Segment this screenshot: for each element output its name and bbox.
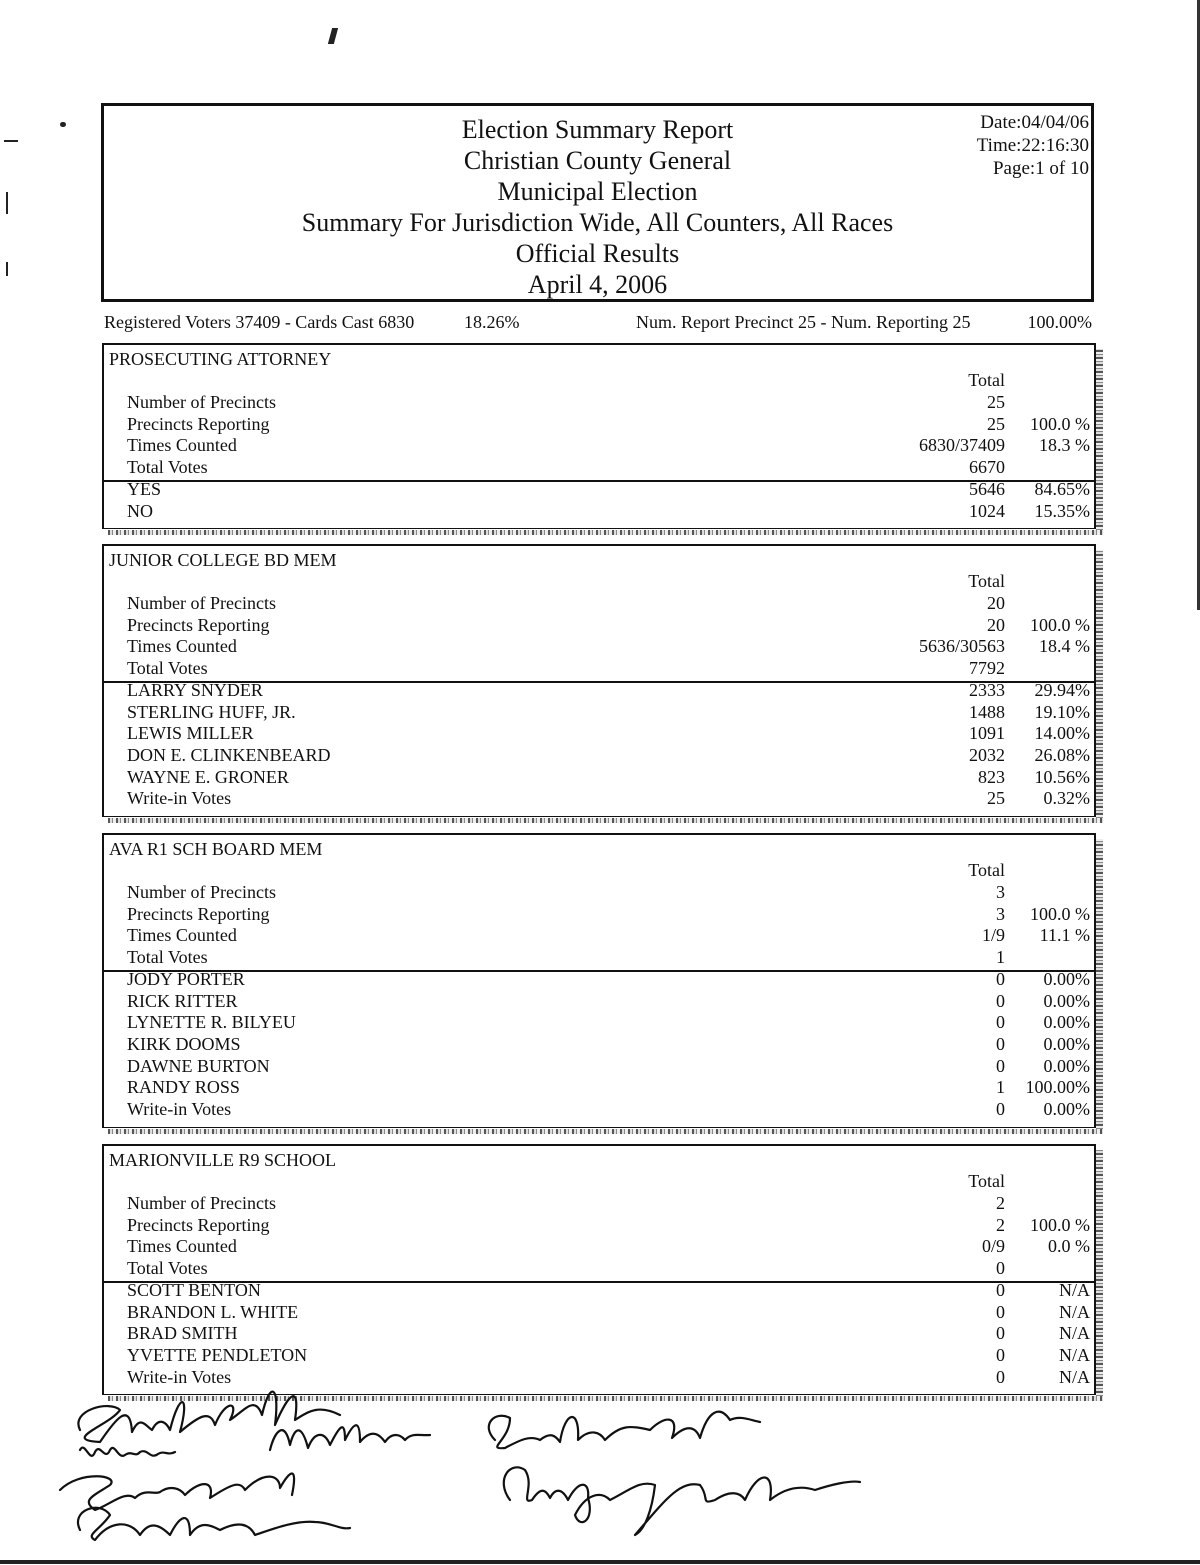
stat-row (104, 882, 1094, 904)
report-title (104, 114, 1091, 300)
total-column-header: Total (968, 370, 1005, 390)
signature-area (40, 1370, 940, 1560)
row-total: 1091 (969, 723, 1005, 744)
row-percent: 10.56% (1034, 766, 1090, 787)
row-percent: 0.00% (1043, 1055, 1090, 1076)
row-total: 1488 (969, 701, 1005, 722)
box-shadow-edge (1096, 349, 1103, 534)
row-total: 3 (996, 882, 1005, 902)
row-total: 2 (996, 1193, 1005, 1213)
row-percent: 26.08% (1034, 744, 1090, 765)
row-total: 0 (996, 1099, 1005, 1119)
row-label: SCOTT BENTON (127, 1279, 261, 1300)
summary-line (104, 312, 1092, 334)
box-shadow-edge (1096, 1150, 1103, 1400)
row-percent: 84.65% (1034, 478, 1090, 499)
row-total: 25 (987, 788, 1005, 809)
row-percent: 29.94% (1034, 679, 1090, 700)
registered-voters: Registered Voters 37409 - Cards Cast 6830 (104, 312, 415, 332)
row-total: 1 (996, 1077, 1005, 1098)
candidate-row (104, 1034, 1094, 1056)
row-percent: 18.4 % (1039, 636, 1090, 657)
stat-row (104, 615, 1094, 637)
handwritten-signatures (40, 1370, 940, 1560)
row-label: Number of Precincts (127, 392, 276, 412)
row-total: 1 (996, 947, 1005, 968)
row-label: YES (127, 478, 162, 499)
row-percent: N/A (1059, 1301, 1090, 1322)
candidate-row (104, 702, 1094, 724)
scan-speck (6, 192, 8, 214)
race-section (102, 343, 1096, 529)
row-label: DON E. CLINKENBEARD (127, 744, 331, 765)
stat-row (104, 1236, 1094, 1258)
candidate-row (104, 1345, 1094, 1367)
row-total: 1024 (969, 500, 1005, 521)
row-total: 0 (996, 1301, 1005, 1322)
row-total: 2 (996, 1214, 1005, 1235)
candidate-row (104, 1012, 1094, 1034)
title-line: Election Summary Report (461, 115, 734, 144)
row-percent: 100.00% (1025, 1077, 1090, 1098)
report-meta (977, 111, 1089, 180)
race-title: AVA R1 SCH BOARD MEM (109, 839, 323, 859)
candidate-row (104, 723, 1094, 745)
scan-speck (60, 122, 66, 127)
scan-speck (6, 262, 8, 276)
row-total: 0 (996, 968, 1005, 989)
row-total: 25 (987, 392, 1005, 412)
row-percent: N/A (1059, 1279, 1090, 1300)
candidate-row (104, 479, 1094, 501)
stat-row (104, 1215, 1094, 1237)
race-section (102, 544, 1096, 817)
report-header (101, 103, 1094, 302)
race-title: PROSECUTING ATTORNEY (109, 349, 332, 369)
row-percent: 0.0 % (1048, 1236, 1090, 1257)
row-label: LYNETTE R. BILYEU (127, 1012, 296, 1033)
row-percent: 100.0 % (1030, 903, 1090, 924)
row-percent: 0.00% (1043, 1012, 1090, 1033)
stat-row (104, 1258, 1094, 1280)
row-label: Total Votes (127, 947, 208, 968)
row-total: 823 (978, 766, 1005, 787)
report-page: Page:1 of 10 (992, 158, 1089, 179)
row-total: 0 (996, 990, 1005, 1011)
row-total: 0 (996, 1012, 1005, 1033)
row-label: Number of Precincts (127, 593, 276, 613)
stat-row (104, 457, 1094, 479)
stat-row (104, 947, 1094, 969)
row-total: 20 (987, 614, 1005, 635)
row-total: 0 (996, 1323, 1005, 1344)
race-title: MARIONVILLE R9 SCHOOL (109, 1150, 336, 1170)
row-total: 6670 (969, 457, 1005, 478)
race-section (102, 833, 1096, 1128)
row-label: YVETTE PENDLETON (127, 1344, 308, 1365)
row-label: LEWIS MILLER (127, 723, 254, 744)
row-total: 2333 (969, 679, 1005, 700)
candidate-row (104, 680, 1094, 702)
total-column-header: Total (968, 571, 1005, 591)
row-label: Write-in Votes (127, 788, 232, 809)
row-total: 25 (987, 413, 1005, 434)
row-label: Total Votes (127, 1258, 208, 1279)
stat-row (104, 435, 1094, 457)
box-shadow-edge (108, 818, 1103, 823)
row-label: Number of Precincts (127, 882, 276, 902)
stat-row (104, 636, 1094, 658)
row-label: Precincts Reporting (127, 1214, 270, 1235)
title-line: Summary For Jurisdiction Wide, All Counters, All Races (301, 208, 894, 237)
candidate-row (104, 969, 1094, 991)
row-total: 20 (987, 593, 1005, 613)
row-percent: N/A (1059, 1323, 1090, 1344)
total-column-header: Total (968, 860, 1005, 880)
stat-row (104, 414, 1094, 436)
stat-row (104, 904, 1094, 926)
candidate-row (104, 788, 1094, 810)
race-title: JUNIOR COLLEGE BD MEM (109, 550, 337, 570)
title-line: Christian County General (463, 146, 732, 175)
row-label: WAYNE E. GRONER (127, 766, 289, 787)
row-percent: 19.10% (1034, 701, 1090, 722)
row-label: Precincts Reporting (127, 413, 270, 434)
row-percent: 100.0 % (1030, 413, 1090, 434)
row-label: Number of Precincts (127, 1193, 276, 1213)
row-percent: N/A (1059, 1344, 1090, 1365)
row-total: 5636/30563 (918, 636, 1005, 657)
row-total: 0 (996, 1344, 1005, 1365)
reporting-pct: 100.00% (1027, 312, 1092, 332)
row-total: 0 (996, 1279, 1005, 1300)
row-total: 0/9 (981, 1236, 1005, 1257)
stat-row (104, 392, 1094, 414)
row-label: Total Votes (127, 457, 208, 478)
row-label: Times Counted (127, 925, 237, 946)
scan-edge (0, 1560, 1200, 1564)
row-percent: 14.00% (1034, 723, 1090, 744)
row-percent: 0.00% (1043, 990, 1090, 1011)
row-percent: 0.00% (1043, 1099, 1090, 1119)
row-label: Times Counted (127, 636, 237, 657)
row-total: 2032 (969, 744, 1005, 765)
row-label: Times Counted (127, 1236, 237, 1257)
box-shadow-edge (1096, 550, 1103, 822)
box-shadow-edge (1096, 839, 1103, 1133)
candidate-row (104, 501, 1094, 523)
row-total: 0 (996, 1055, 1005, 1076)
row-label: RICK RITTER (127, 990, 238, 1011)
row-label: STERLING HUFF, JR. (127, 701, 296, 722)
row-total: 5646 (969, 478, 1005, 499)
row-percent: 100.0 % (1030, 614, 1090, 635)
row-total: 3 (996, 903, 1005, 924)
row-label: Times Counted (127, 435, 237, 456)
stat-row (104, 658, 1094, 680)
report-date: Date:04/04/06 (980, 112, 1089, 133)
box-shadow-edge (108, 1129, 1103, 1134)
report-time: Time:22:16:30 (976, 135, 1089, 156)
row-percent: N/A (1059, 1366, 1090, 1387)
precincts-reporting: Num. Report Precinct 25 - Num. Reporting 25 (636, 312, 971, 332)
race-section (102, 1144, 1096, 1395)
row-total: 6830/37409 (918, 435, 1005, 456)
row-total: 0 (996, 1366, 1005, 1387)
row-percent: 15.35% (1034, 500, 1090, 521)
row-label: BRAD SMITH (127, 1323, 238, 1344)
row-label: BRANDON L. WHITE (127, 1301, 299, 1322)
stat-row (104, 1193, 1094, 1215)
stat-row (104, 593, 1094, 615)
row-label: DAWNE BURTON (127, 1055, 270, 1076)
candidate-row (104, 1323, 1094, 1345)
stat-row (104, 925, 1094, 947)
candidate-row (104, 745, 1094, 767)
row-label: Write-in Votes (127, 1366, 232, 1387)
scan-speck (328, 28, 338, 44)
candidate-row (104, 1077, 1094, 1099)
registered-pct: 18.26% (464, 312, 520, 332)
row-total: 1/9 (981, 925, 1005, 946)
total-column-header: Total (968, 1171, 1005, 1191)
candidate-row (104, 1302, 1094, 1324)
row-label: Write-in Votes (127, 1099, 232, 1119)
candidate-row (104, 1280, 1094, 1302)
candidate-row (104, 1099, 1094, 1121)
scan-speck (4, 140, 18, 142)
row-total: 0 (996, 1258, 1005, 1279)
row-label: LARRY SNYDER (127, 679, 263, 700)
row-percent: 18.3 % (1039, 435, 1090, 456)
title-line: Official Results (515, 239, 680, 268)
row-percent: 11.1 % (1039, 925, 1090, 946)
row-percent: 0.32% (1043, 788, 1090, 809)
row-total: 7792 (969, 658, 1005, 679)
box-shadow-edge (108, 530, 1103, 535)
row-total: 0 (996, 1033, 1005, 1054)
row-label: KIRK DOOMS (127, 1033, 241, 1054)
row-label: Total Votes (127, 658, 208, 679)
row-label: Precincts Reporting (127, 614, 270, 635)
candidate-row (104, 1056, 1094, 1078)
candidate-row (104, 767, 1094, 789)
title-line: April 4, 2006 (527, 270, 668, 299)
row-label: RANDY ROSS (127, 1077, 240, 1098)
candidate-row (104, 991, 1094, 1013)
row-label: Precincts Reporting (127, 903, 270, 924)
row-percent: 0.00% (1043, 1033, 1090, 1054)
row-label: JODY PORTER (127, 968, 245, 989)
row-percent: 0.00% (1043, 968, 1090, 989)
title-line: Municipal Election (497, 177, 698, 206)
row-label: NO (127, 500, 153, 521)
row-percent: 100.0 % (1030, 1214, 1090, 1235)
